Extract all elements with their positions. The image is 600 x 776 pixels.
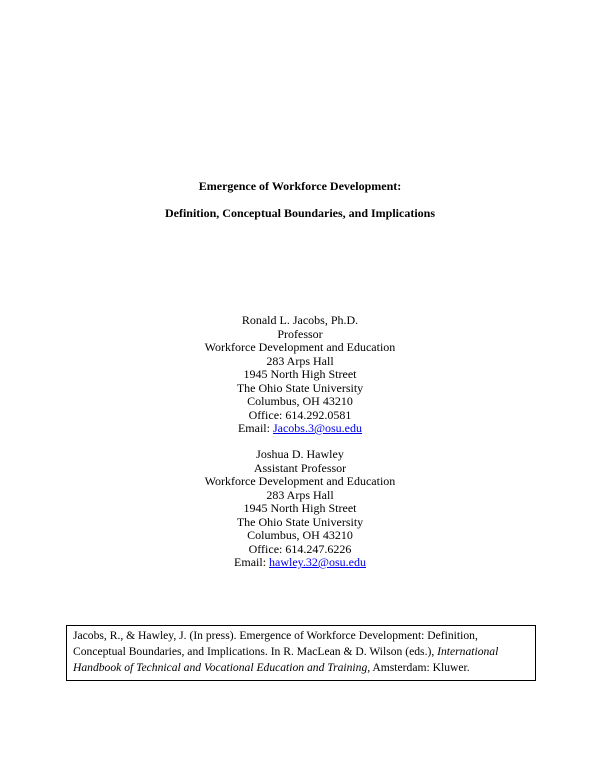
author-department: Workforce Development and Education: [204, 340, 396, 354]
email-label: Email:: [234, 555, 270, 569]
author-room: 283 Arps Hall: [266, 353, 334, 368]
author-position: Assistant Professor: [253, 460, 347, 475]
title-line-1: Emergence of Workforce Development:: [198, 179, 402, 193]
citation-publisher: Amsterdam: Kluwer.: [370, 661, 470, 674]
email-link[interactable]: Jacobs.3@osu.edu: [272, 421, 363, 435]
email-link[interactable]: hawley.32@osu.edu: [269, 555, 366, 569]
email-label: Email:: [237, 421, 273, 435]
author-city: Columbus, OH 43210: [247, 394, 353, 408]
author-position: Professor: [277, 326, 323, 341]
citation-book-title: International Handbook of Technical and Vocational Education and Training,: [73, 645, 499, 674]
title-line-2: Definition, Conceptual Boundaries, and Implications: [164, 206, 436, 220]
author-office: Office: 614.292.0581: [248, 407, 352, 422]
author-street: 1945 North High Street: [243, 367, 357, 381]
author-name: Ronald L. Jacobs, Ph.D.: [241, 313, 359, 327]
author-university: The Ohio State University: [236, 514, 364, 529]
author-name: Joshua D. Hawley: [256, 447, 344, 461]
author-department: Workforce Development and Education: [204, 474, 396, 488]
citation-text: Jacobs, R., & Hawley, J. (In press). Emergence of Workforce Development: Definition, Conceptual Boundaries, and Implications. In R. MacLean & D. Wilson (eds.),: [73, 629, 478, 658]
author-room: 283 Arps Hall: [266, 487, 334, 502]
author-block-1: [0, 314, 600, 436]
author-block-2: [0, 448, 600, 570]
author-city: Columbus, OH 43210: [247, 528, 353, 542]
author-street: 1945 North High Street: [243, 501, 357, 515]
author-email-line: [0, 422, 600, 436]
author-university: The Ohio State University: [236, 380, 364, 395]
author-email-line: [0, 556, 600, 570]
citation-box: [66, 625, 536, 681]
author-office: Office: 614.247.6226: [248, 541, 352, 556]
